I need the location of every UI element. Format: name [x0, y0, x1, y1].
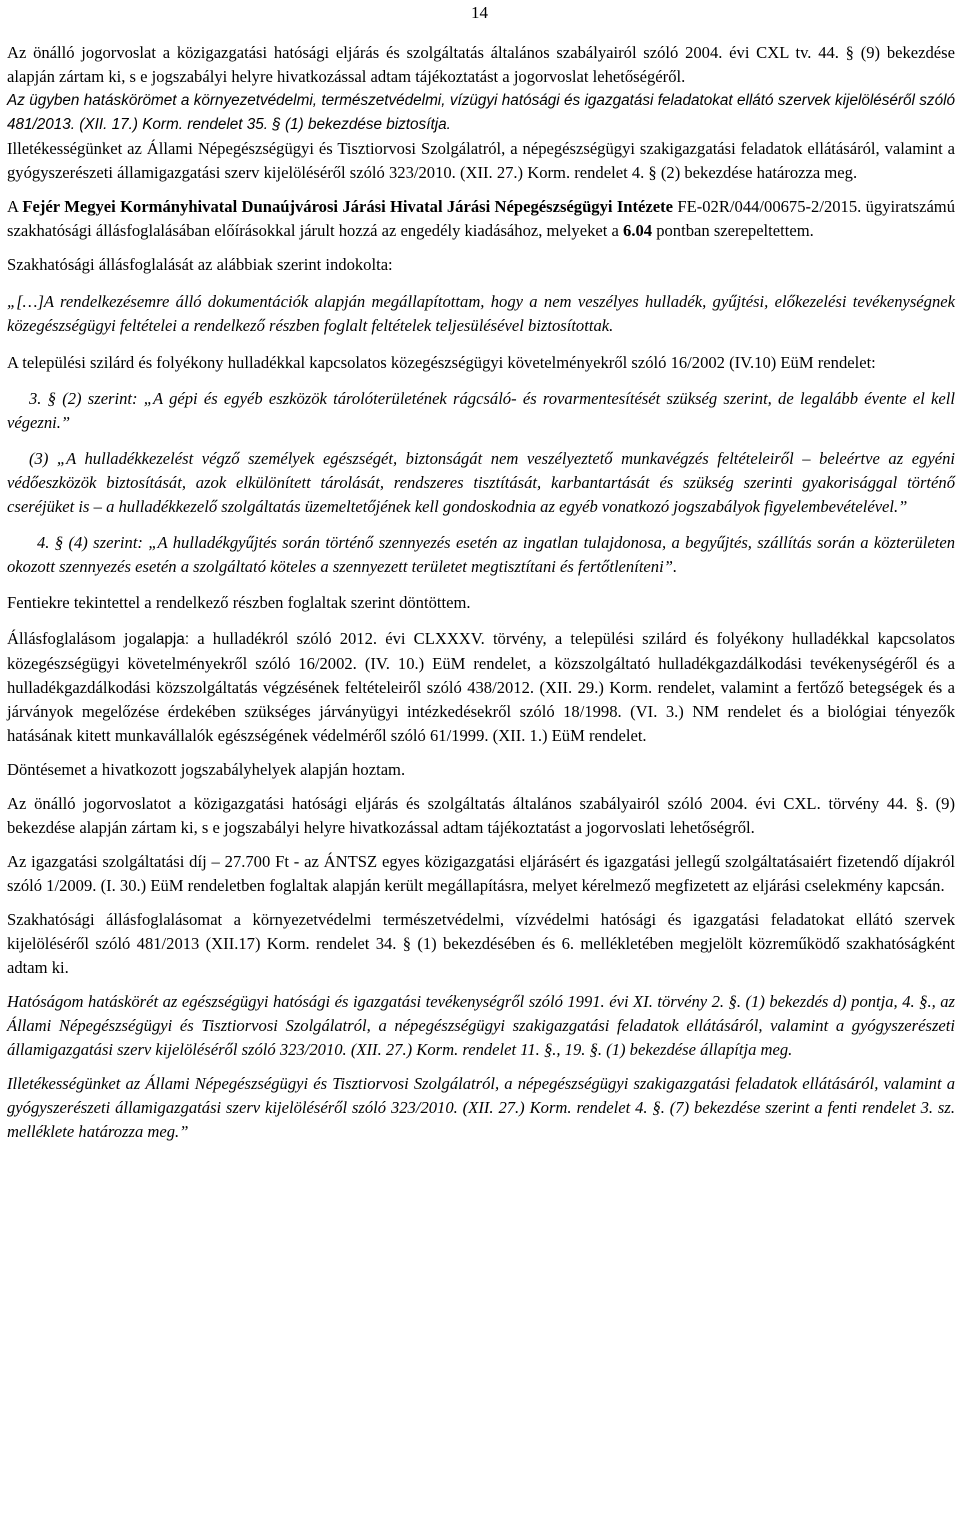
paragraph-jurisdiction-2: Illetékességünket az Állami Népegészségügyi és Tisztiorvosi Szolgálatról, a népegészségügyi szakigazgatási feladatok ellátásáról, valamint a gyógyszerészeti államigazgatási szerv kijelöléséről szóló 323/2010. (XII. 27.) Korm. rendelet 4. §. (7) bekezdése szerint a fenti rendelet 3. sz. melléklete határozza meg.”: [7, 1074, 955, 1141]
legal-basis-text-a: Állásfoglalásom joga: [7, 629, 153, 648]
paragraph-decision-basis: Döntésemet a hivatkozott jogszabályhelyek alapján hoztam.: [7, 760, 406, 779]
authority-name: Fejér Megyei Kormányhivatal Dunaújvárosi Járási Hivatal Járási Népegészségügyi Intézete: [22, 197, 674, 216]
paragraph-legal-basis: [7, 627, 955, 748]
consent-text-c: FE-02R/044/00675-2/2015. ügyiratszámú szakhatósági állásfoglalásában előírásokkal járult hozzá az engedély kiadásához, melyeket a: [7, 197, 956, 240]
paragraph-service-fee: Az igazgatási szolgáltatási díj – 27.700 Ft - az ÁNTSZ egyes közigazgatási eljárásért és igazgatási jellegű szolgáltatásaiért fizetendő díjakról szóló 1/2009. (I. 30.) EüM rendeletben foglaltak alapján került megállapításra, melyet kérelmező megfizetett az eljárási cselekmény kapcsán.: [7, 852, 955, 895]
paragraph-decision: Fentiekre tekintettel a rendelkező részben foglaltak szerint döntöttem.: [7, 593, 471, 612]
legal-basis-text-c: a hulladékról szóló 2012. évi CLXXXV. törvény, a települési szilárd és folyékony hulladékkal kapcsolatos közegészségügyi követelményekről szóló 16/2002. (IV. 10.) EüM rendelet, a közszolgáltató hulladékgazdálkodási tevékenységéről és a hulladékgazdálkodási közszolgáltatás végzésének feltételeiről szóló 438/2012. (XII. 29.) Korm. rendelet, valamint a fertőző betegségek és a járványok megelőzése érdekében szükséges járványügyi intézkedésekről szóló 18/1998. (VI. 3.) NM rendelet és a biológiai tényezők hatásának kitett munkavállalók egészségének védelméről szóló 61/1999. (XII. 1.) EüM rendelet.: [7, 629, 955, 745]
consent-text-e: pontban szerepeltettem.: [652, 221, 814, 240]
paragraph-justification-intro: Szakhatósági állásfoglalását az alábbiak szerint indokolta:: [7, 255, 393, 274]
legal-basis-text-b: lapja:: [152, 631, 190, 648]
paragraph-remedy-exclusion: Az önálló jogorvoslat a közigazgatási hatósági eljárás és szolgáltatás általános szabályairól szóló 2004. évi CXL tv. 44. § (9) bekezdése alapján zártam ki, s e jogszabályi helyre hivatkozással adtam tájékoztatást a jogorvoslat lehetőségéről.: [7, 43, 955, 86]
paragraph-expert-authority: Szakhatósági állásfoglalásomat a környezetvédelmi természetvédelmi, vízvédelmi hatósági és igazgatási feladatokat ellátó szervek kijelöléséről szóló 481/2013 (XII.17) Korm. rendelet 34. § (1) bekezdésében és 6. mellékletében megjelölt közreműködő szakhatóságként adtam ki.: [7, 910, 955, 977]
paragraph-section-3-2: 3. § (2) szerint: „A gépi és egyéb eszközök tárolóterületének rágcsáló- és rovarmentesítését szükség szerint, de legalább évente el kell végezni.”: [7, 389, 955, 432]
paragraph-section-4-4: 4. § (4) szerint: „A hulladékgyűjtés során történő szennyezés esetén az ingatlan tulajdonosa, a begyűjtés, szállítás során a közterületen okozott szennyezés esetén a szolgáltató köteles a szennyezett területet megtisztítani és fertőtleníteni”.: [7, 533, 955, 576]
point-reference: 6.04: [623, 221, 653, 240]
paragraph-remedy-exclusion-2: Az önálló jogorvoslatot a közigazgatási hatósági eljárás és szolgáltatás általános szabályairól szóló 2004. évi CXL. törvény 44. §. (9) bekezdése alapján zártam ki, s e jogszabályi helyre hivatkozással adtam tájékoztatást a jogorvoslati lehetőségről.: [7, 794, 955, 837]
paragraph-competence: Az ügyben hatáskörömet a környezetvédelmi, természetvédelmi, vízügyi hatósági és igazgatási feladatokat ellátó szervek kijelöléséről szóló 481/2013. (XII. 17.) Korm. rendelet 35. § (1) bekezdése biztosítja.: [7, 92, 955, 133]
paragraph-quote-findings: „[…]A rendelkezésemre álló dokumentációk alapján megállapítottam, hogy a nem veszélyes hulladék, gyűjtési, előkezelési tevékenységnek közegészségügyi feltételei a rendelkező részben foglalt feltételek teljesülésével biztosítottak.: [7, 292, 955, 335]
paragraph-section-3-3: (3) „A hulladékkezelést végző személyek egészségét, biztonságát nem veszélyeztető munkavégzés feltételeiről – beleértve az egyéni védőeszközök biztosítását, azok elkülönített tárolását, rendszeres tisztítását, karbantartását és szükség szerinti gyakorisággal történő cseréjüket is – a hulladékkezelő szolgáltatás üzemeltetőjének kell gondoskodnia az egyéb vonatkozó jogszabályok figyelembevételével.”: [7, 449, 955, 516]
paragraph-authority-consent: [7, 195, 955, 243]
paragraph-jurisdiction: Illetékességünket az Állami Népegészségügyi és Tisztiorvosi Szolgálatról, a népegészségügyi szakigazgatási feladatok ellátásáról, valamint a gyógyszerészeti államigazgatási szerv kijelöléséről szóló 323/2010. (XII. 27.) Korm. rendelet 4. § (2) bekezdése határozza meg.: [7, 139, 955, 182]
consent-text-a: A: [7, 197, 23, 216]
paragraph-regulation-title: A települési szilárd és folyékony hulladékkal kapcsolatos közegészségügyi követelményekről szóló 16/2002 (IV.10) EüM rendelet:: [7, 353, 876, 372]
page-number: 14: [471, 3, 488, 22]
paragraph-authority-competence: Hatóságom hatáskörét az egészségügyi hatósági és igazgatási tevékenységről szóló 1991. évi XI. törvény 2. §. (1) bekezdés d) pontja, 4. §., az Állami Népegészségügyi és Tisztiorvosi Szolgálatról, a népegészségügyi szakigazgatási feladatok ellátásáról, valamint a gyógyszerészeti államigazgatási szerv kijelöléséről szóló 323/2010. (XII. 27.) Korm. rendelet 11. §., 19. §. (1) bekezdése állapítja meg.: [7, 992, 955, 1059]
document-body: [7, 41, 955, 1144]
